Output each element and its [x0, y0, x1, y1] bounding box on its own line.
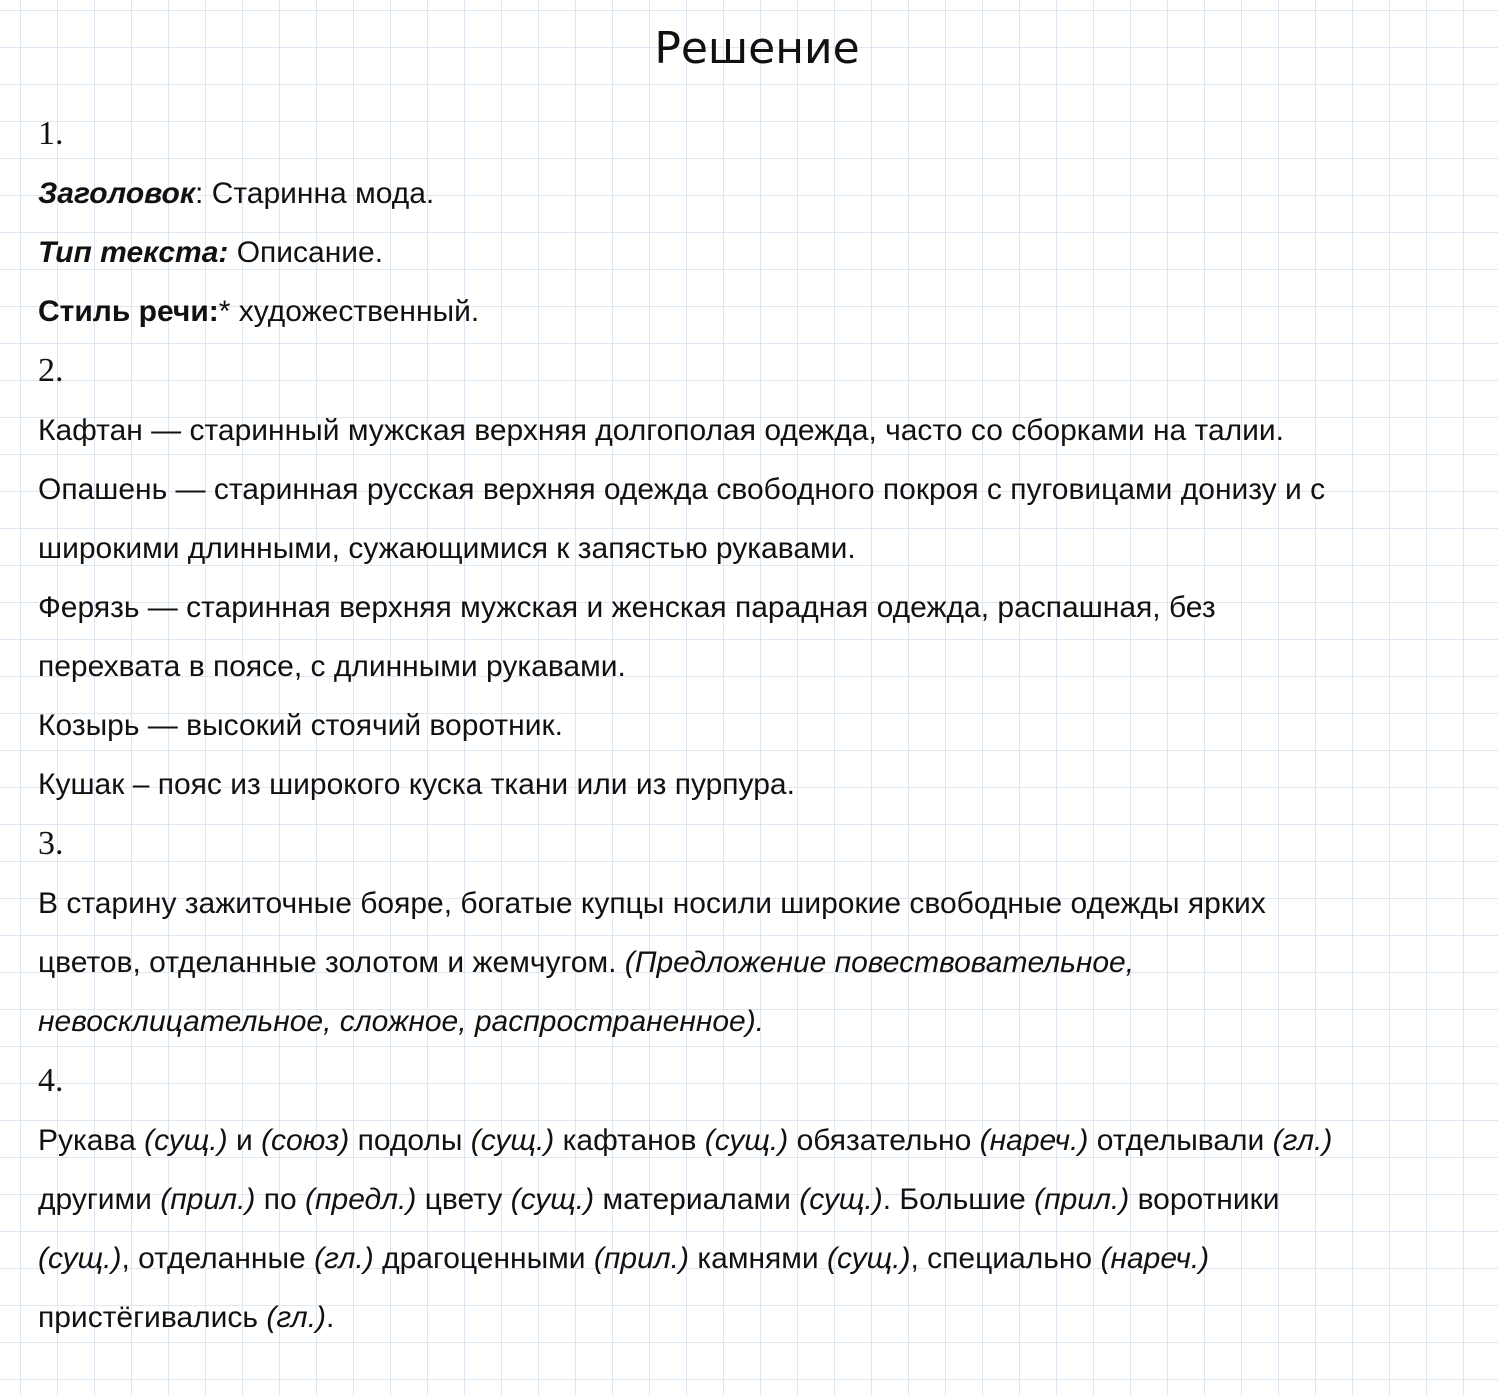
part-of-speech-label: (сущ.): [38, 1242, 122, 1275]
definition-feryaz-cont: перехвата в поясе, с длинными рукавами.: [38, 650, 626, 683]
parsed-line-1: [38, 1111, 1478, 1170]
speech-style-line: [38, 282, 1478, 341]
speech-style-label: Стиль речи:: [38, 295, 219, 328]
text-type-line: [38, 223, 1478, 282]
definition-kushak: Кушак – пояс из широкого куска ткани или из пурпура.: [38, 768, 795, 801]
section-number-2: 2.: [38, 352, 64, 389]
part-of-speech-label: (прил.): [1034, 1183, 1130, 1216]
parsed-line-3: [38, 1229, 1478, 1288]
sentence-analysis: (Предложение повествовательное,: [624, 946, 1135, 979]
solution-content: [38, 104, 1478, 1347]
word: материалами: [594, 1183, 800, 1216]
part-of-speech-label: (сущ.): [470, 1124, 555, 1157]
word: кафтанов: [554, 1124, 705, 1157]
word: камнями: [689, 1242, 827, 1275]
word: воротники: [1129, 1183, 1280, 1216]
section-number-1: 1.: [38, 115, 64, 152]
definition-opashen-cont: широкими длинными, сужающимися к запястью рукавами.: [38, 532, 856, 565]
word: подолы: [349, 1124, 471, 1157]
word: цвету: [416, 1183, 511, 1216]
sentence-line-1: В старину зажиточные бояре, богатые купцы носили широкие свободные одежды ярких: [38, 887, 1266, 920]
heading-line: [38, 164, 1478, 223]
word: отделывали: [1088, 1124, 1273, 1157]
page-title: Решение: [654, 23, 860, 74]
word: по: [255, 1183, 306, 1216]
word: другими: [38, 1183, 161, 1216]
part-of-speech-label: (нареч.): [1100, 1242, 1210, 1275]
part-of-speech-label: (нареч.): [979, 1124, 1089, 1157]
word: , отделанные: [121, 1242, 315, 1275]
part-of-speech-label: (предл.): [305, 1183, 417, 1216]
sentence-analysis-cont: невосклицательное, сложное, распространенное).: [38, 1005, 765, 1038]
part-of-speech-label: (прил.): [593, 1242, 690, 1275]
part-of-speech-label: (сущ.): [144, 1124, 228, 1157]
part-of-speech-label: (союз): [261, 1124, 350, 1157]
parsed-line-2: [38, 1170, 1478, 1229]
word: , специально: [910, 1242, 1101, 1275]
word: Рукава: [38, 1124, 145, 1157]
section-number-4: 4.: [38, 1062, 64, 1099]
part-of-speech-label: (сущ.): [826, 1242, 911, 1275]
speech-style-value: * художественный.: [218, 295, 480, 328]
word: драгоценными: [373, 1242, 594, 1275]
word: .: [326, 1301, 335, 1334]
parsed-line-4: [38, 1288, 1478, 1347]
part-of-speech-label: (прил.): [160, 1183, 256, 1216]
heading-label: Заголовок: [38, 177, 196, 210]
definition-kaftan: Кафтан — старинный мужская верхняя долгополая одежда, часто со сборками на талии.: [38, 414, 1284, 447]
section-number-3: 3.: [38, 825, 64, 862]
word: обязательно: [788, 1124, 980, 1157]
sentence-text: цветов, отделанные золотом и жемчугом.: [38, 946, 625, 979]
text-type-label: Тип текста:: [38, 236, 229, 269]
word: пристёгивались: [38, 1301, 267, 1334]
word: . Большие: [882, 1183, 1035, 1216]
part-of-speech-label: (сущ.): [704, 1124, 789, 1157]
definition-feryaz: Ферязь — старинная верхняя мужская и женская парадная одежда, распашная, без: [38, 591, 1216, 624]
part-of-speech-label: (гл.): [314, 1242, 374, 1275]
definition-kozyr: Козырь — высокий стоячий воротник.: [38, 709, 563, 742]
text-type-value: Описание.: [228, 236, 384, 269]
part-of-speech-label: (гл.): [1272, 1124, 1333, 1157]
heading-value: : Старинна мода.: [195, 177, 435, 210]
part-of-speech-label: (сущ.): [799, 1183, 883, 1216]
sentence-line-2: [38, 933, 1478, 992]
word: и: [227, 1124, 262, 1157]
definition-opashen: Опашень — старинная русская верхняя одежда свободного покроя с пуговицами донизу и с: [38, 473, 1326, 506]
part-of-speech-label: (гл.): [266, 1301, 327, 1334]
part-of-speech-label: (сущ.): [510, 1183, 595, 1216]
